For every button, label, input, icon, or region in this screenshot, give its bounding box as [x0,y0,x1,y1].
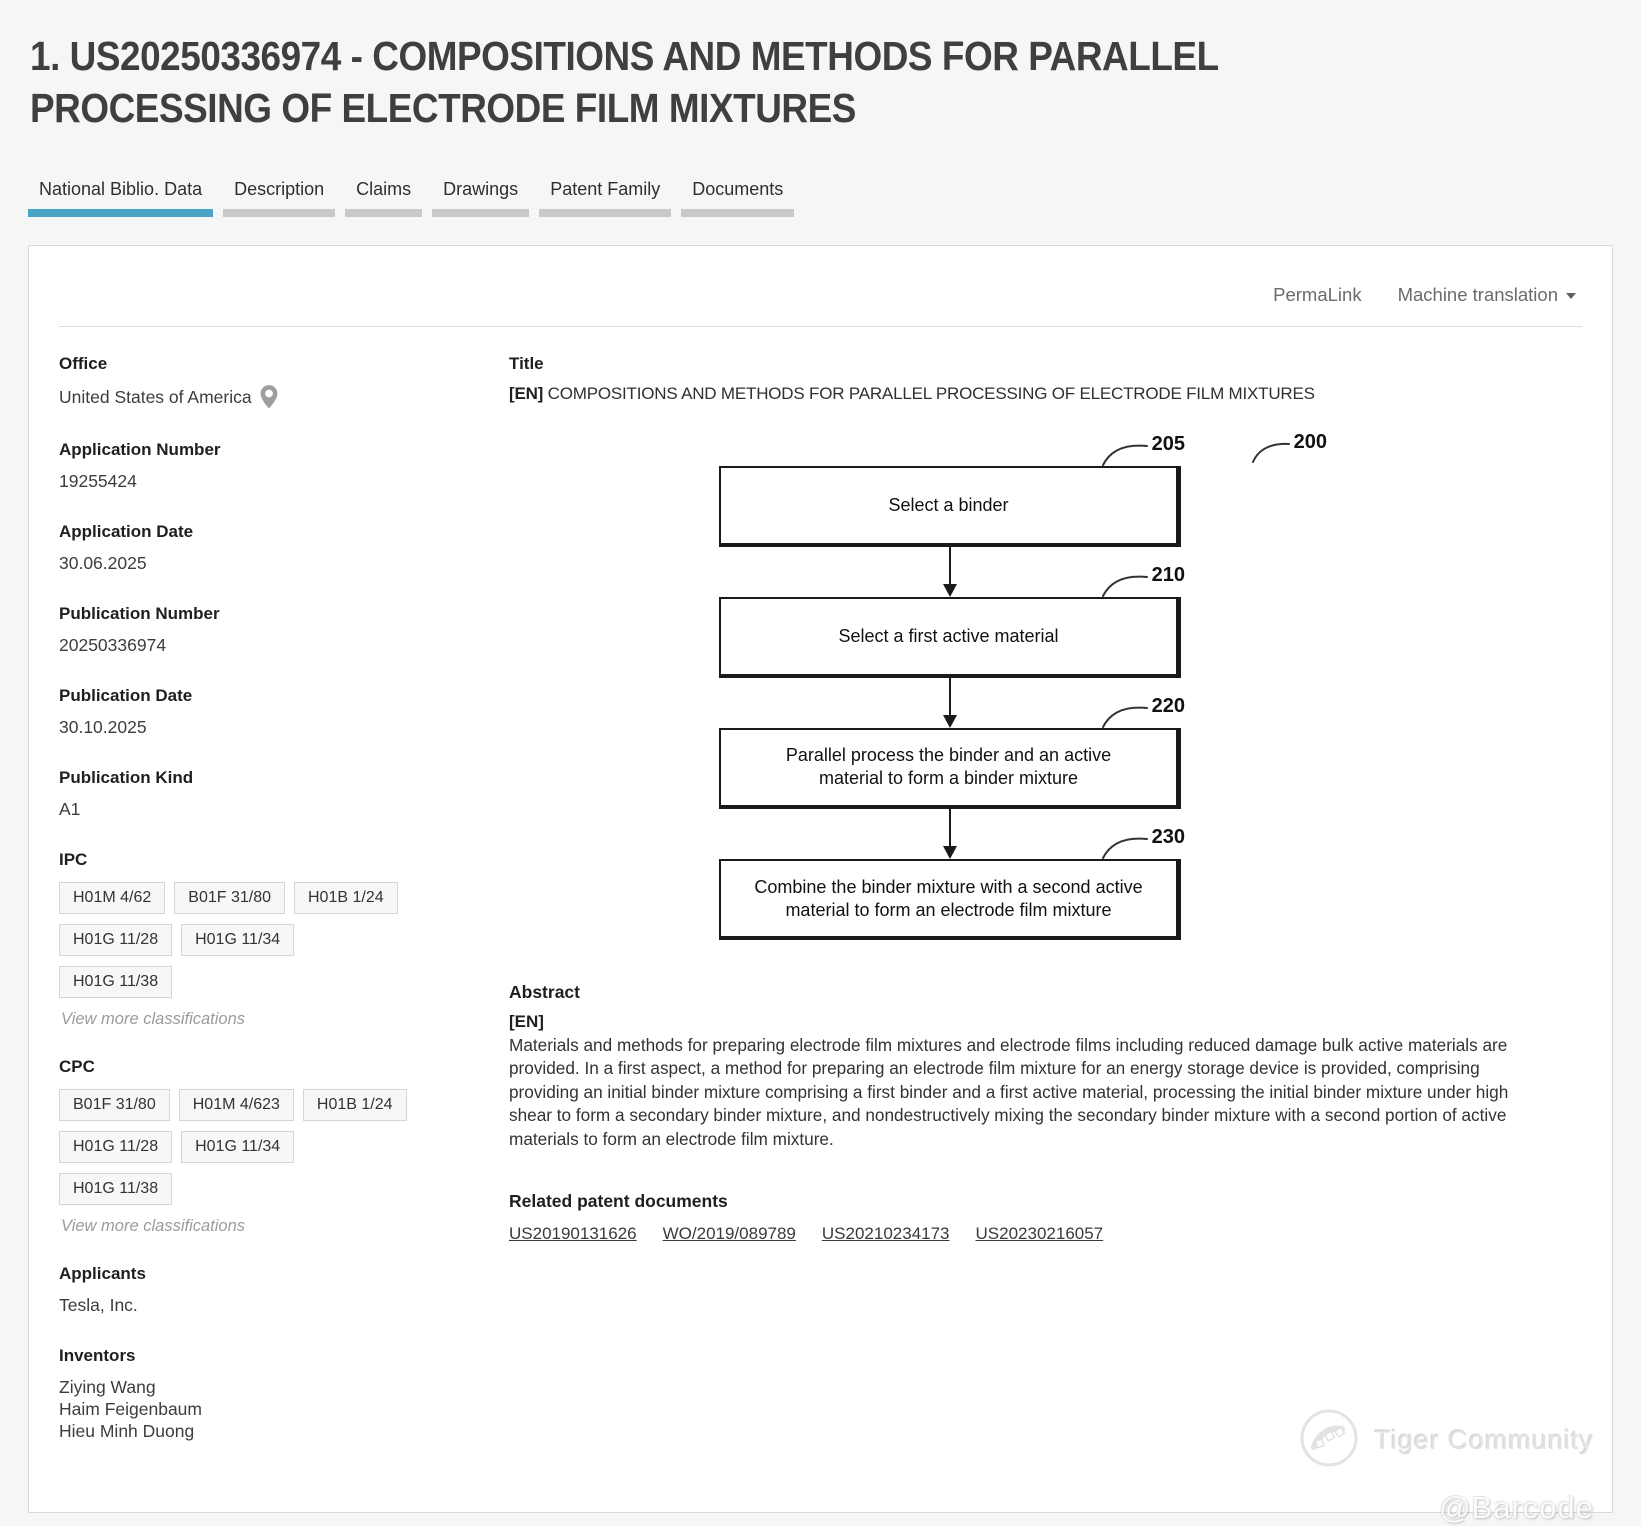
cpc-view-more-link[interactable]: View more classifications [61,1216,246,1235]
tab-underline [681,209,794,217]
tab-underline [223,209,335,217]
tab-label: Patent Family [550,178,661,199]
tab-underline [345,209,422,217]
ipc-view-more-link[interactable]: View more classifications [61,1009,246,1028]
abstract-label: Abstract [509,981,580,1002]
watermark-community-text: Tiger Community [1374,1424,1594,1455]
cpc-tag[interactable]: H01B 1/24 [303,1089,407,1121]
panel-actions [29,246,1612,306]
application-number-label: Application Number [59,439,221,459]
applicants-label: Applicants [59,1263,146,1283]
related-doc-link[interactable]: WO/2019/089789 [662,1224,796,1244]
biblio-right-column [509,354,1582,1472]
ipc-tag[interactable]: H01G 11/34 [181,924,294,956]
tab-underline [432,209,529,217]
application-date-label: Application Date [59,521,194,541]
office-value: United States of America [59,386,252,407]
inventor-name: Hieu Minh Duong [59,1420,195,1441]
inventor-name: Haim Feigenbaum [59,1398,202,1419]
tab-description[interactable] [223,179,335,217]
related-doc-link[interactable]: US20190131626 [509,1224,637,1244]
chevron-down-icon [1566,293,1576,299]
title-label: Title [509,353,544,373]
cpc-tag[interactable]: H01G 11/28 [59,1131,172,1163]
related-documents-label: Related patent documents [509,1191,728,1212]
field-publication-date [59,686,509,738]
ipc-tag[interactable]: H01G 11/38 [59,966,172,998]
step-ref-number: 220 [1151,694,1185,717]
tab-bar [28,179,1641,217]
biblio-left-column [59,354,509,1472]
related-doc-link[interactable]: US20230216057 [975,1224,1104,1244]
flowchart-box: Select a binder [719,466,1181,547]
inventor-name: Ziying Wang [59,1376,156,1397]
flowchart-box: Select a first active material [719,597,1181,678]
step-ref-205 [1101,433,1185,466]
flowchart-step [719,563,1185,678]
publication-kind-value: A1 [59,798,81,819]
ipc-tag[interactable]: B01F 31/80 [174,882,285,914]
publication-date-value: 30.10.2025 [59,716,147,737]
permalink-link[interactable]: PermaLink [1273,283,1362,305]
ipc-tag[interactable]: H01G 11/28 [59,924,172,956]
abstract-section [509,982,1516,1152]
publication-date-label: Publication Date [59,685,193,705]
flowchart-step [719,694,1185,809]
abstract-language-tag: [EN] [509,1011,544,1031]
step-ref-230 [1101,826,1185,859]
application-date-value: 30.06.2025 [59,552,147,573]
figure-ref-200 [1251,431,1327,464]
title-language-tag: [EN] [509,383,544,403]
tab-documents[interactable] [681,179,794,217]
field-application-date [59,522,509,574]
related-documents-section [509,1191,1516,1244]
figure-ref-number: 200 [1293,430,1327,453]
location-pin-icon [258,384,280,410]
field-inventors [59,1346,509,1442]
ipc-tag[interactable]: H01B 1/24 [294,882,398,914]
cpc-tag-list [59,1089,419,1215]
related-doc-link[interactable]: US20210234173 [821,1224,950,1244]
abstract-text: Materials and methods for preparing electrode film mixtures and electrode films including reduced damage bulk active materials are provided. In a first aspect, a method for preparing an electrode film mixture for an energy storage device is provided, comprising providing an initial binder mixture comprising a first binder and a first active material, processing the initial binder mixture under high shear to form a secondary binder mixture, and nondestructively mixing the secondary binder mixture with a second portion of active materials to form an electrode film mixture. [509,1034,1509,1149]
flowchart-step [719,825,1185,940]
ipc-label: IPC [59,849,88,869]
inventors-label: Inventors [59,1345,136,1365]
biblio-panel [28,245,1613,1525]
field-office [59,354,509,410]
cpc-tag[interactable]: H01M 4/623 [179,1089,294,1121]
field-application-number [59,440,509,492]
publication-kind-label: Publication Kind [59,767,194,787]
publication-number-label: Publication Number [59,603,220,623]
step-ref-number: 210 [1151,563,1185,586]
field-publication-kind [59,768,509,820]
tab-claims[interactable] [345,179,422,217]
flowchart-box: Combine the binder mixture with a second active material to form an electrode film mixture [719,859,1181,940]
step-ref-220 [1101,695,1185,728]
page-title: 1. US20250336974 - COMPOSITIONS AND METHODS FOR PARALLEL PROCESSING OF ELECTRODE FILM MIXTURES [30,33,1218,132]
tab-patent-family[interactable] [539,179,671,217]
patent-drawing-flowchart [719,430,1327,940]
tab-underline [539,209,671,217]
cpc-tag[interactable]: B01F 31/80 [59,1089,170,1121]
tab-drawings[interactable] [432,179,529,217]
tab-label: National Biblio. Data [39,178,203,199]
related-documents-links [509,1224,1516,1244]
tab-label: Documents [692,178,784,199]
cpc-tag[interactable]: H01G 11/38 [59,1173,172,1205]
field-publication-number [59,604,509,656]
watermark-handle-text: @Barcode [1439,1489,1594,1525]
machine-translation-label: Machine translation [1397,283,1558,305]
tab-national-biblio-data[interactable] [28,179,213,217]
tab-label: Description [234,178,325,199]
tab-label: Claims [356,178,412,199]
cpc-tag[interactable]: H01G 11/34 [181,1131,294,1163]
office-label: Office [59,353,108,373]
title-text: COMPOSITIONS AND METHODS FOR PARALLEL PROCESSING OF ELECTRODE FILM MIXTURES [547,383,1315,403]
ipc-tag-list [59,882,419,1008]
tab-underline-active [28,209,213,217]
application-number-value: 19255424 [59,470,137,491]
ipc-tag[interactable]: H01M 4/62 [59,882,165,914]
tab-label: Drawings [443,178,519,199]
applicant-name: Tesla, Inc. [59,1294,138,1315]
field-applicants [59,1264,509,1316]
flowchart-box: Parallel process the binder and an active material to form a binder mixture [719,728,1181,809]
flowchart-step [719,430,1327,547]
publication-number-value: 20250336974 [59,634,167,655]
machine-translation-dropdown[interactable] [1398,284,1576,306]
title-value [509,384,1516,404]
cpc-label: CPC [59,1056,95,1076]
step-ref-number: 230 [1151,825,1185,848]
step-ref-number: 205 [1151,432,1185,455]
step-ref-210 [1101,564,1185,597]
